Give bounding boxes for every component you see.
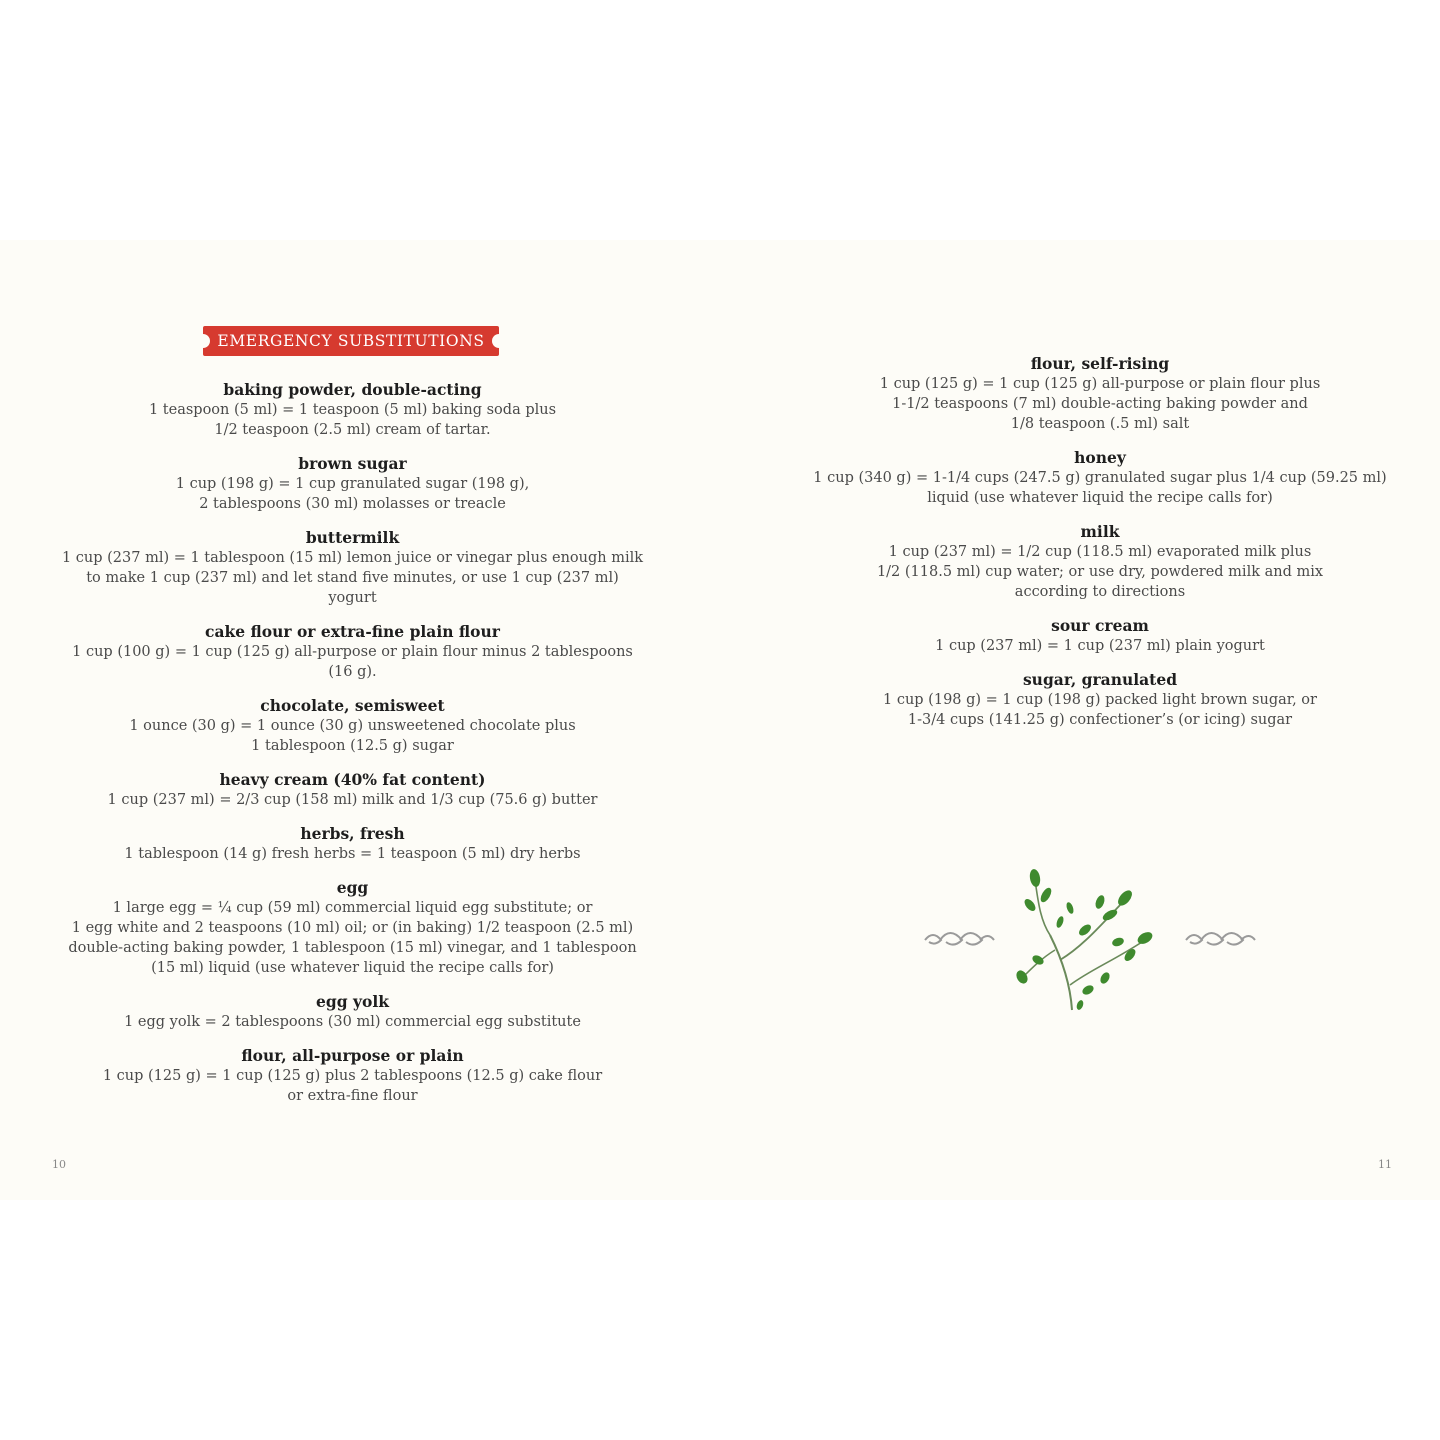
entry-line: to make 1 cup (237 ml) and let stand five minutes, or use 1 cup (237 ml) yogurt — [86, 570, 619, 606]
substitution-entry — [800, 522, 1400, 602]
substitution-entry — [800, 448, 1400, 508]
entry-line: 1 cup (125 g) = 1 cup (125 g) all-purpose or plain flour plus — [879, 376, 1321, 392]
right-entries-list — [800, 354, 1400, 744]
entry-line: (15 ml) liquid (use whatever liquid the recipe calls for) — [151, 960, 554, 976]
substitution-entry — [60, 622, 645, 682]
substitution-entry — [60, 824, 645, 864]
entry-line: 1 tablespoon (12.5 g) sugar — [251, 738, 454, 754]
herb-sprig-icon — [1014, 868, 1154, 1010]
entry-line: 1 cup (198 g) = 1 cup (198 g) packed light brown sugar, or — [883, 692, 1317, 708]
entry-line: 1 egg yolk = 2 tablespoons (30 ml) commercial egg substitute — [124, 1014, 581, 1030]
entry-title: milk — [1080, 522, 1120, 541]
entry-line: 2 tablespoons (30 ml) molasses or treacle — [199, 496, 506, 512]
entry-line: 1 cup (237 ml) = 1 cup (237 ml) plain yogurt — [935, 638, 1265, 654]
left-entries-list — [60, 380, 645, 1120]
entry-line: 1 cup (100 g) = 1 cup (125 g) all-purpose or plain flour minus 2 tablespoons (16 g). — [72, 644, 633, 680]
substitution-entry — [800, 616, 1400, 656]
entry-line: 1 cup (340 g) = 1-1/4 cups (247.5 g) granulated sugar plus 1/4 cup (59.25 ml) — [813, 470, 1387, 486]
entry-line: 1 tablespoon (14 g) fresh herbs = 1 teaspoon (5 ml) dry herbs — [124, 846, 581, 862]
herb-ornament-icon — [910, 860, 1260, 1020]
entry-title: baking powder, double-acting — [223, 380, 482, 399]
right-page — [800, 240, 1400, 1200]
entry-line: 1/2 teaspoon (2.5 ml) cream of tartar. — [214, 422, 491, 438]
right-scroll-icon — [1186, 933, 1255, 945]
substitution-entry — [60, 454, 645, 514]
substitution-entry — [60, 770, 645, 810]
entry-title: chocolate, semisweet — [260, 696, 445, 715]
entry-line: liquid (use whatever liquid the recipe calls for) — [927, 490, 1273, 506]
entry-line: 1-1/2 teaspoons (7 ml) double-acting baking powder and — [892, 396, 1308, 412]
substitution-entry — [800, 354, 1400, 434]
substitution-entry — [60, 696, 645, 756]
section-banner: EMERGENCY SUBSTITUTIONS — [203, 326, 499, 356]
book-spread — [0, 240, 1440, 1200]
entry-line: or extra-fine flour — [287, 1088, 418, 1104]
entry-line: 1 cup (198 g) = 1 cup granulated sugar (198 g), — [175, 476, 530, 492]
entry-line: 1 cup (125 g) = 1 cup (125 g) plus 2 tablespoons (12.5 g) cake flour — [102, 1068, 603, 1084]
entry-line: 1 egg white and 2 teaspoons (10 ml) oil; or (in baking) 1/2 teaspoon (2.5 ml) — [71, 920, 634, 936]
entry-title: egg yolk — [316, 992, 389, 1011]
entry-line: 1 ounce (30 g) = 1 ounce (30 g) unsweetened chocolate plus — [129, 718, 576, 734]
entry-title: heavy cream (40% fat content) — [219, 770, 486, 789]
substitution-entry — [60, 1046, 645, 1106]
page-number-right: 11 — [1378, 1158, 1392, 1171]
entry-line: 1 cup (237 ml) = 1 tablespoon (15 ml) lemon juice or vinegar plus enough milk — [61, 550, 644, 566]
entry-line: 1-3/4 cups (141.25 g) confectioner’s (or icing) sugar — [907, 712, 1293, 728]
entry-title: brown sugar — [298, 454, 407, 473]
entry-line: 1 large egg = ¼ cup (59 ml) commercial liquid egg substitute; or — [112, 900, 593, 916]
entry-line: 1/2 (118.5 ml) cup water; or use dry, powdered milk and mix — [876, 564, 1324, 580]
entry-title: sour cream — [1051, 616, 1149, 635]
entry-line: 1 cup (237 ml) = 1/2 cup (118.5 ml) evaporated milk plus — [888, 544, 1312, 560]
substitution-entry — [60, 380, 645, 440]
entry-line: 1 teaspoon (5 ml) = 1 teaspoon (5 ml) baking soda plus — [148, 402, 557, 418]
substitution-entry — [60, 528, 645, 608]
page-number-left: 10 — [52, 1158, 66, 1171]
left-scroll-icon — [925, 933, 994, 945]
entry-title: egg — [336, 878, 369, 897]
entry-title: cake flour or extra-fine plain flour — [205, 622, 500, 641]
entry-line: 1/8 teaspoon (.5 ml) salt — [1010, 416, 1190, 432]
substitution-entry — [800, 670, 1400, 730]
entry-title: honey — [1074, 448, 1126, 467]
entry-title: buttermilk — [305, 528, 400, 547]
substitution-entry — [60, 878, 645, 978]
entry-line: 1 cup (237 ml) = 2/3 cup (158 ml) milk and 1/3 cup (75.6 g) butter — [107, 792, 598, 808]
entry-title: flour, all-purpose or plain — [241, 1046, 464, 1065]
left-page — [52, 240, 645, 1200]
entry-title: herbs, fresh — [300, 824, 405, 843]
entry-title: flour, self-rising — [1030, 354, 1170, 373]
entry-title: sugar, granulated — [1022, 670, 1178, 689]
entry-line: according to directions — [1014, 584, 1186, 600]
entry-line: double-acting baking powder, 1 tablespoon (15 ml) vinegar, and 1 tablespoon — [68, 940, 637, 956]
substitution-entry — [60, 992, 645, 1032]
